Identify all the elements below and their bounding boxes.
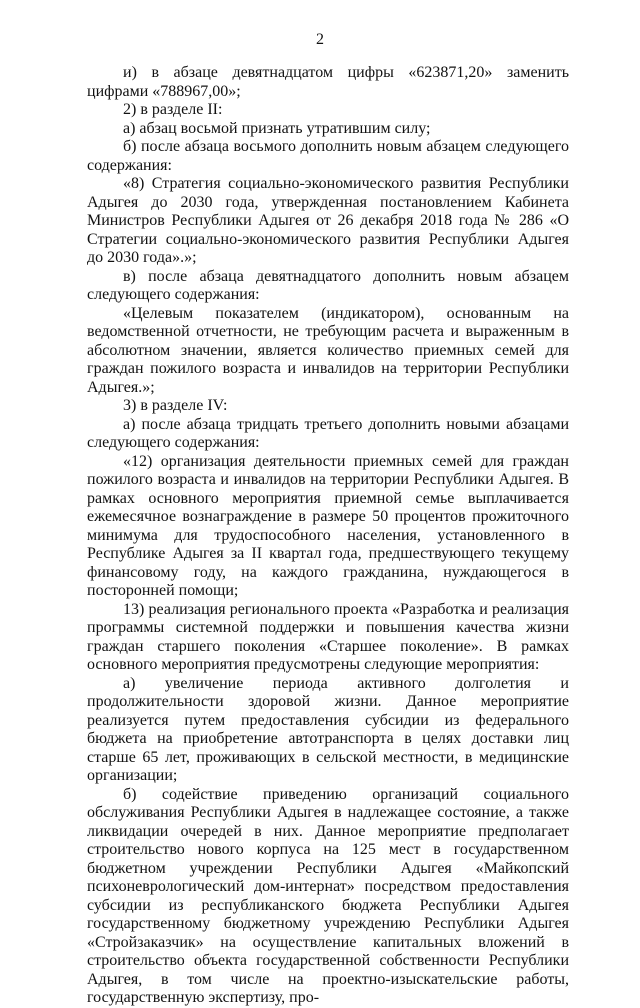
paragraph-item-13: 13) реализация регионального проекта «Разработка и реализация программы системной поддержки и повышения качества жизни граждан старшего поколения «Старшее поколение». В рамках основного мероприятия предусмотрены следующие мероприятия:: [87, 600, 569, 673]
paragraph-quote-strategy: «8) Стратегия социально-экономического развития Республики Адыгея до 2030 года, утвержденная постановлением Кабинета Министров Республики Адыгея от 26 декабря 2018 года № 286 «О Стратегии социально-экономического развития Республики Адыгея до 2030 года».»;: [87, 175, 569, 266]
paragraph-quote-item-12: «12) организация деятельности приемных семей для граждан пожилого возраста и инвалидов на территории Республики Адыгея. В рамках основного мероприятия приемной семье выплачивается ежемесячное вознаграждение в размере 50 процентов прожиточного минимума для трудоспособного населения, установленного в Республике Адыгея за II квартал года, предшествующего текущему финансовому году, на каждого гражданина, нуждающегося в посторонней помощи;: [87, 452, 569, 599]
paragraph-quote-indicator: «Целевым показателем (индикатором), основанным на ведомственной отчетности, не требующим расчета и выраженным в абсолютном значении, является количество приемных семей для граждан пожилого возраста и инвалидов на территории Республики Адыгея.»;: [87, 304, 569, 396]
paragraph-amendment-i: и) в абзаце девятнадцатом цифры «623871,20» заменить цифрами «788967,00»;: [87, 64, 569, 100]
paragraph-section-4-heading: 3) в разделе IV:: [123, 397, 228, 414]
page-number: 2: [316, 31, 324, 48]
document-body: [87, 64, 569, 1008]
paragraph-item-b: б) после абзаца восьмого дополнить новым абзацем следующего содержания:: [87, 138, 569, 174]
paragraph-subitem-a: а) увеличение периода активного долголетия и продолжительности здоровой жизни. Данное мероприятие реализуется путем предоставления субсидии из федерального бюджета на приобретение автотранспорта в целях доставки лиц старше 65 лет, проживающих в сельской местности, в медицинские организации;: [87, 674, 569, 784]
paragraph-section-2-heading: 2) в разделе II:: [123, 101, 223, 118]
paragraph-subitem-b: б) содействие приведению организаций социального обслуживания Республики Адыгея в надлежащее состояние, а также ликвидации очередей в них. Данное мероприятие предполагает строительство нового корпуса на 125 мест в государственном бюджетном учреждении Республики Адыгея «Майкопский психоневрологический дом-интернат» посредством предоставления субсидии из республиканского бюджета Республики Адыгея государственному бюджетному учреждению Республики Адыгея «Стройзаказчик» на осуществление капитальных вложений в строительство объекта государственной собственности Республики Адыгея, в том числе на проектно-изыскательские работы, государственную экспертизу, про-: [87, 785, 569, 1006]
paragraph-item-a: а) абзац восьмой признать утратившим силу;: [123, 119, 431, 137]
paragraph-item-a-section-4: а) после абзаца тридцать третьего дополнить новыми абзацами следующего содержания:: [87, 415, 569, 451]
paragraph-item-v: в) после абзаца девятнадцатого дополнить новым абзацем следующего содержания:: [87, 267, 569, 303]
